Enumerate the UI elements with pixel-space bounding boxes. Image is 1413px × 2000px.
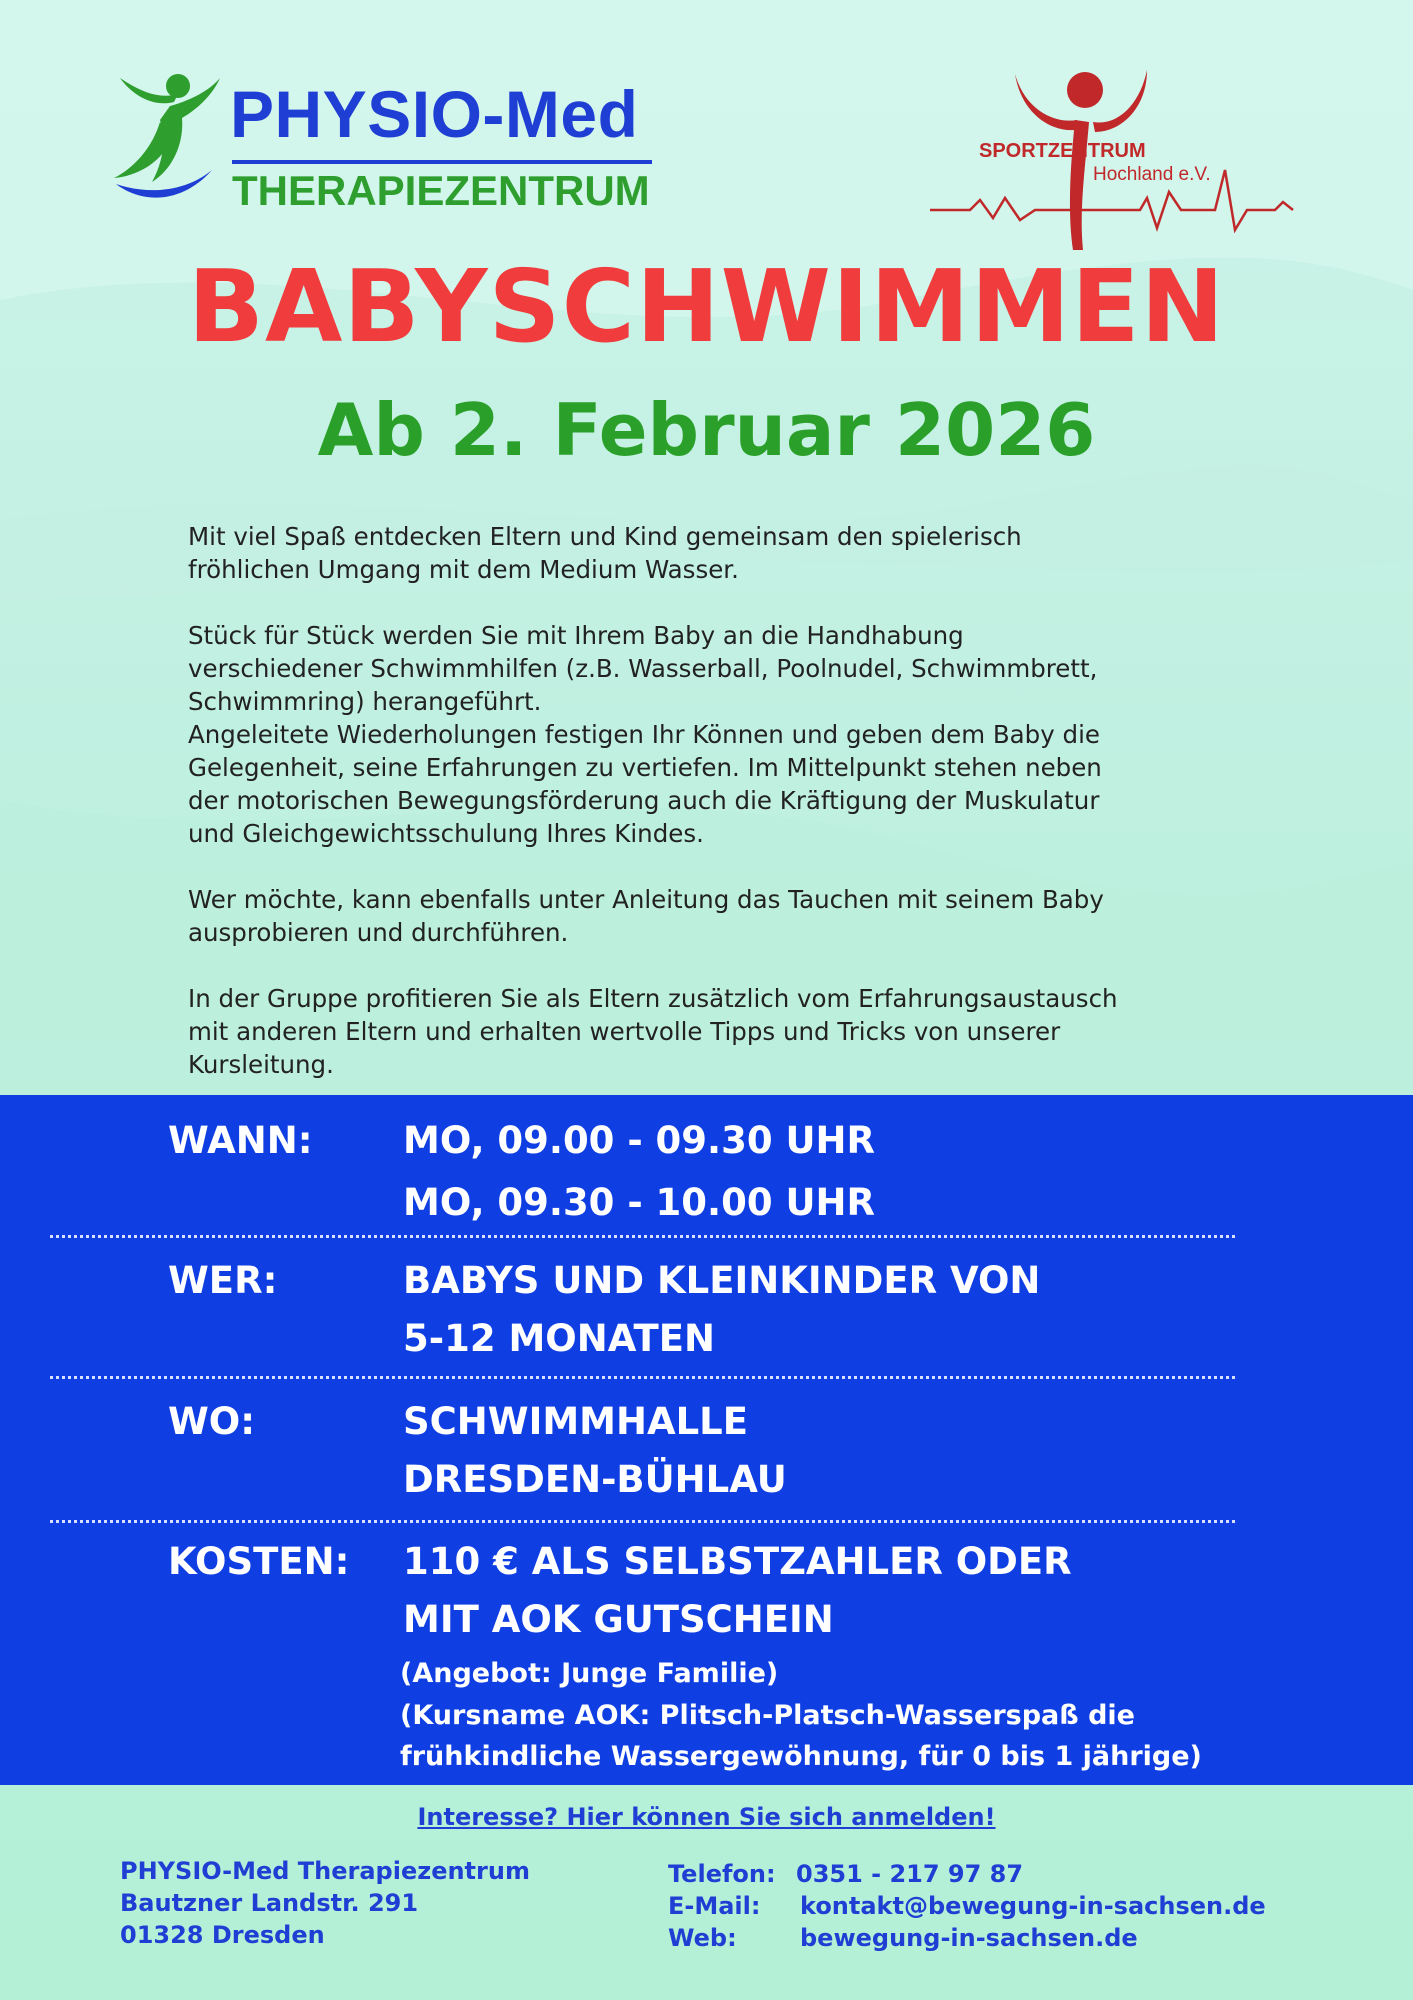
info-divider <box>50 1235 1235 1238</box>
wo-value-2: DRESDEN-BÜHLAU <box>403 1458 787 1501</box>
kosten-note-1: (Angebot: Junge Familie) <box>400 1658 779 1689</box>
kosten-label: KOSTEN: <box>168 1540 350 1583</box>
phone-label: Telefon: <box>668 1860 776 1888</box>
address-name: PHYSIO-Med Therapiezentrum <box>120 1857 530 1885</box>
footer-address <box>120 1855 530 1951</box>
kosten-value-2: MIT AOK GUTSCHEIN <box>403 1598 834 1641</box>
description-paragraph: Mit viel Spaß entdecken Eltern und Kind gemeinsam den spielerisch fröhlichen Umgang mit dem Medium Wasser. <box>188 522 1022 584</box>
wann-label: WANN: <box>168 1119 313 1162</box>
sportzentrum-logo <box>925 60 1295 260</box>
kosten-note-2: (Kursname AOK: Plitsch-Platsch-Wasserspaß die <box>400 1700 1135 1731</box>
runner-figure-icon <box>112 72 222 207</box>
email-label: E-Mail: <box>668 1892 761 1920</box>
description <box>188 520 1268 1114</box>
signup-link[interactable]: Interesse? Hier können Sie sich anmelden! <box>417 1803 996 1831</box>
sport-logo-subtitle: Hochland e.V. <box>1093 164 1211 185</box>
kosten-note-3: frühkindliche Wassergewöhnung, für 0 bis 1 jährige) <box>400 1741 1202 1772</box>
address-street: Bautzner Landstr. 291 <box>120 1889 419 1917</box>
physio-logo-subtitle: THERAPIEZENTRUM <box>232 167 650 214</box>
physio-med-logo <box>112 72 672 212</box>
description-paragraph: Stück für Stück werden Sie mit Ihrem Baby an die Handhabung verschiedener Schwimmhilfen (z.B. Wasserball, Poolnudel, Schwimmbrett, Schwimmring) herangeführt. <box>188 621 1098 716</box>
sport-logo-name: SPORTZENTRUM <box>979 140 1146 162</box>
kosten-value-1: 110 € ALS SELBSTZAHLER ODER <box>403 1540 1072 1583</box>
wo-label: WO: <box>168 1400 256 1443</box>
address-city: 01328 Dresden <box>120 1921 325 1949</box>
email-address[interactable]: kontakt@bewegung-in-sachsen.de <box>800 1892 1266 1920</box>
web-label: Web: <box>668 1924 737 1952</box>
start-date: Ab 2. Februar 2026 <box>317 388 1096 472</box>
wann-time-1: MO, 09.00 - 09.30 UHR <box>403 1119 875 1162</box>
wann-time-2: MO, 09.30 - 10.00 UHR <box>403 1181 875 1224</box>
physio-logo-rule <box>232 160 652 164</box>
page-title: BABYSCHWIMMEN <box>187 248 1226 365</box>
course-info-panel <box>0 1095 1413 1785</box>
info-divider <box>50 1520 1235 1523</box>
wer-value-1: BABYS UND KLEINKINDER VON <box>403 1259 1041 1302</box>
website-link[interactable]: bewegung-in-sachsen.de <box>800 1924 1138 1952</box>
description-paragraph: Wer möchte, kann ebenfalls unter Anleitung das Tauchen mit seinem Baby ausprobieren und durchführen. <box>188 885 1104 947</box>
wo-value-1: SCHWIMMHALLE <box>403 1400 749 1443</box>
description-paragraph: In der Gruppe profitieren Sie als Eltern zusätzlich vom Erfahrungsaustausch mit anderen Eltern und erhalten wertvolle Tipps und Tricks von unserer Kursleitung. <box>188 984 1118 1079</box>
physio-logo-title: PHYSIO-Med <box>230 77 639 151</box>
description-paragraph: Angeleitete Wiederholungen festigen Ihr Können und geben dem Baby die Gelegenheit, seine Erfahrungen zu vertiefen. Im Mittelpunkt stehen neben der motorischen Bewegungsförderung auch die Kräftigung der Muskulatur und Gleichgewichtsschulung Ihres Kindes. <box>188 720 1102 848</box>
wer-value-2: 5-12 MONATEN <box>403 1317 715 1360</box>
info-divider <box>50 1376 1235 1379</box>
phone-number[interactable]: 0351 - 217 97 87 <box>796 1860 1024 1888</box>
wer-label: WER: <box>168 1259 278 1302</box>
